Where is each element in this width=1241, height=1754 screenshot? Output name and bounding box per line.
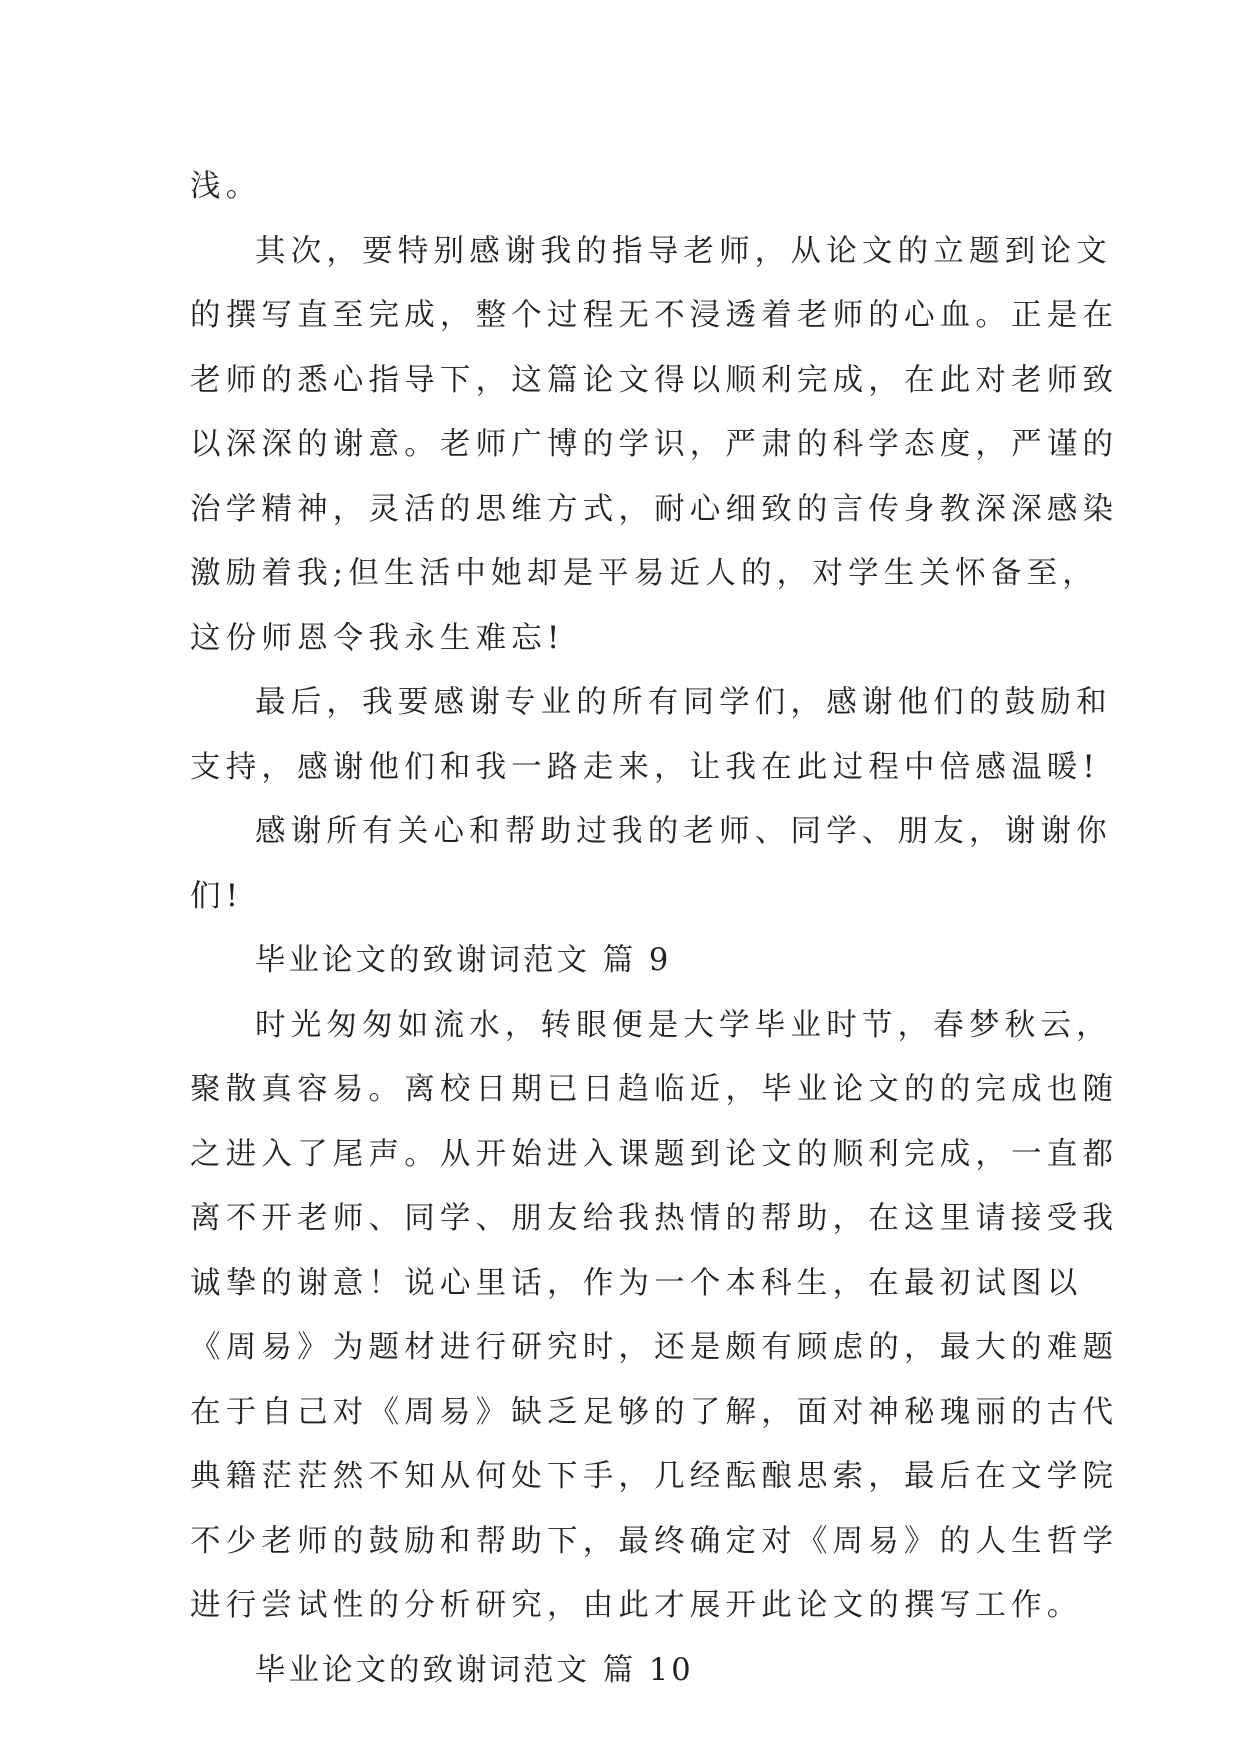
text-line: 进行尝试性的分析研究，由此才展开此论文的撰写工作。 xyxy=(190,1588,1083,1623)
text-line: 激励着我;但生活中她却是平易近人的，对学生关怀备至， xyxy=(190,556,1098,591)
text-line: 《周易》为题材进行研究时，还是颇有顾虑的，最大的难题 xyxy=(190,1330,1119,1365)
text-line: 典籍茫茫然不知从何处下手，几经酝酿思索，最后在文学院 xyxy=(190,1459,1119,1494)
text-line: 以深深的谢意。老师广博的学识，严肃的科学态度，严谨的 xyxy=(190,427,1119,462)
paragraph-start-line: 其次，要特别感谢我的指导老师，从论文的立题到论文 xyxy=(255,233,1112,269)
section-heading: 毕业论文的致谢词范文 篇 9 xyxy=(255,943,672,978)
text-line: 的撰写直至完成，整个过程无不浸透着老师的心血。正是在 xyxy=(190,298,1119,333)
text-line: 不少老师的鼓励和帮助下，最终确定对《周易》的人生哲学 xyxy=(190,1523,1119,1559)
text-line: 们! xyxy=(190,878,244,914)
text-line: 聚散真容易。离校日期已日趋临近，毕业论文的的完成也随 xyxy=(190,1072,1119,1107)
text-line: 之进入了尾声。从开始进入课题到论文的顺利完成，一直都 xyxy=(190,1136,1119,1172)
paragraph-start-line: 最后，我要感谢专业的所有同学们，感谢他们的鼓励和 xyxy=(255,685,1112,720)
text-line: 离不开老师、同学、朋友给我热情的帮助，在这里请接受我 xyxy=(190,1201,1119,1236)
section-heading: 毕业论文的致谢词范文 篇 10 xyxy=(255,1652,694,1688)
text-line: 诚挚的谢意！说心里话，作为一个本科生，在最初试图以 xyxy=(190,1265,1083,1301)
text-line: 浅。 xyxy=(190,169,262,204)
text-line: 这份师恩令我永生难忘! xyxy=(190,620,565,656)
paragraph-start-line: 时光匆匆如流水，转眼便是大学毕业时节，春梦秋云， xyxy=(255,1007,1112,1043)
paragraph-start-line: 感谢所有关心和帮助过我的老师、同学、朋友，谢谢你 xyxy=(255,814,1112,849)
text-line: 在于自己对《周易》缺乏足够的了解，面对神秘瑰丽的古代 xyxy=(190,1394,1119,1430)
text-line: 支持，感谢他们和我一路走来，让我在此过程中倍感温暖! xyxy=(190,749,1100,785)
text-line: 治学精神，灵活的思维方式，耐心细致的言传身教深深感染 xyxy=(190,491,1119,527)
body-text xyxy=(190,155,1119,1703)
text-line: 老师的悉心指导下，这篇论文得以顺利完成，在此对老师致 xyxy=(190,362,1119,398)
